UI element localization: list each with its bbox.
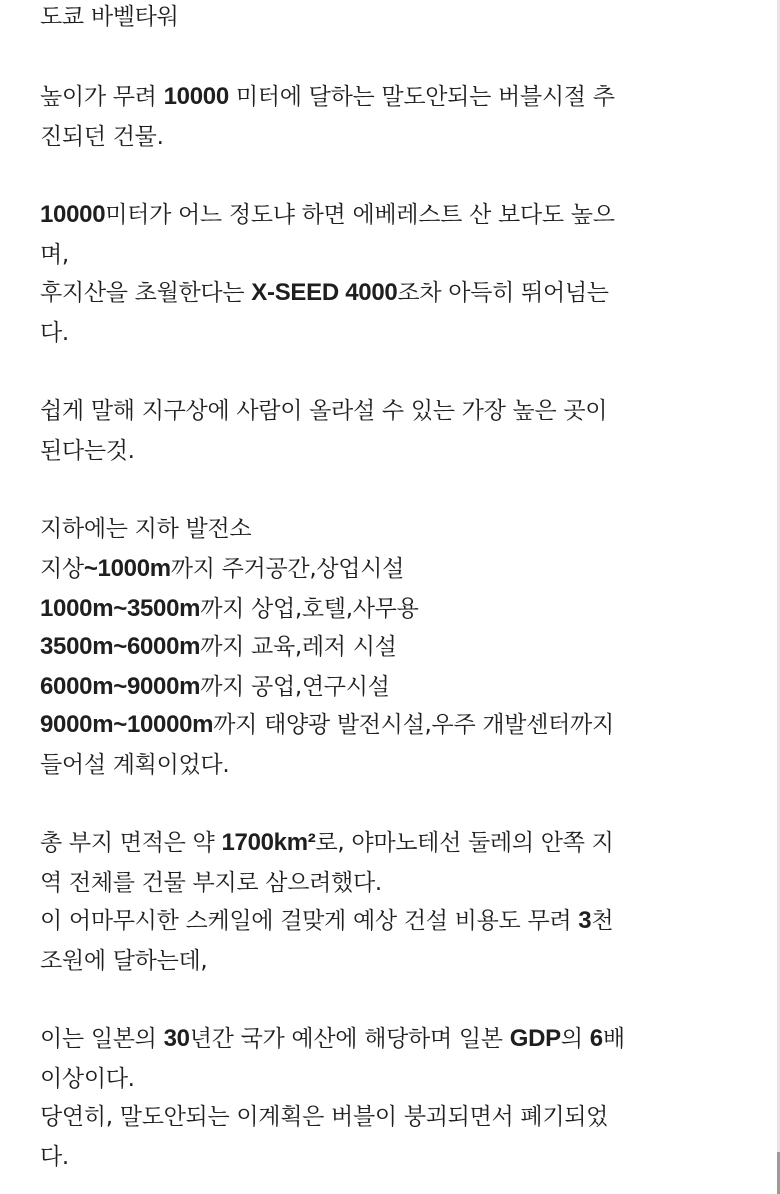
paragraph-line: 다. [40, 1144, 69, 1170]
paragraph-line: 지하에는 지하 발전소 [40, 516, 252, 542]
article-title: 도쿄 바벨타워 [40, 4, 179, 30]
paragraph-line: 6000m~9000m까지 공업,연구시설 [40, 673, 390, 700]
paragraph-line: 10000미터가 어느 정도냐 하면 에베레스트 산 보다도 높으 [40, 201, 615, 228]
paragraph-line: 3500m~6000m까지 교육,레저 시설 [40, 633, 397, 660]
paragraph-line: 역 전체를 건물 부지로 삼으려했다. [40, 870, 382, 896]
paragraph-line: 조원에 달하는데, [40, 948, 208, 974]
paragraph-line: 쉽게 말해 지구상에 사람이 올라설 수 있는 가장 높은 곳이 [40, 398, 608, 424]
paragraph-line: 총 부지 면적은 약 1700km²로, 야마노테선 둘레의 안쪽 지 [40, 829, 614, 856]
paragraph-line: 당연히, 말도안되는 이계획은 버블이 붕괴되면서 폐기되었 [40, 1104, 609, 1130]
paragraph-line: 된다는것. [40, 438, 135, 464]
paragraph-line: 후지산을 초월한다는 X-SEED 4000조차 아득히 뛰어넘는 [40, 279, 609, 306]
paragraph-line: 이 어마무시한 스케일에 걸맞게 예상 건설 비용도 무려 3천 [40, 907, 614, 934]
paragraph-line: 높이가 무려 10000 미터에 달하는 말도안되는 버블시절 추 [40, 83, 615, 110]
paragraph-line: 9000m~10000m까지 태양광 발전시설,우주 개발센터까지 [40, 711, 614, 738]
paragraph-line: 이는 일본의 30년간 국가 예산에 해당하며 일본 GDP의 6배 [40, 1025, 625, 1052]
paragraph-line: 진되던 건물. [40, 124, 164, 150]
paragraph-line: 1000m~3500m까지 상업,호텔,사무용 [40, 595, 419, 622]
paragraph-line: 다. [40, 320, 69, 346]
paragraph-line: 지상~1000m까지 주거공간,상업시설 [40, 555, 404, 582]
paragraph-line: 들어설 계획이었다. [40, 752, 230, 778]
paragraph-line: 이상이다. [40, 1066, 135, 1092]
paragraph-line: 며, [40, 242, 69, 268]
